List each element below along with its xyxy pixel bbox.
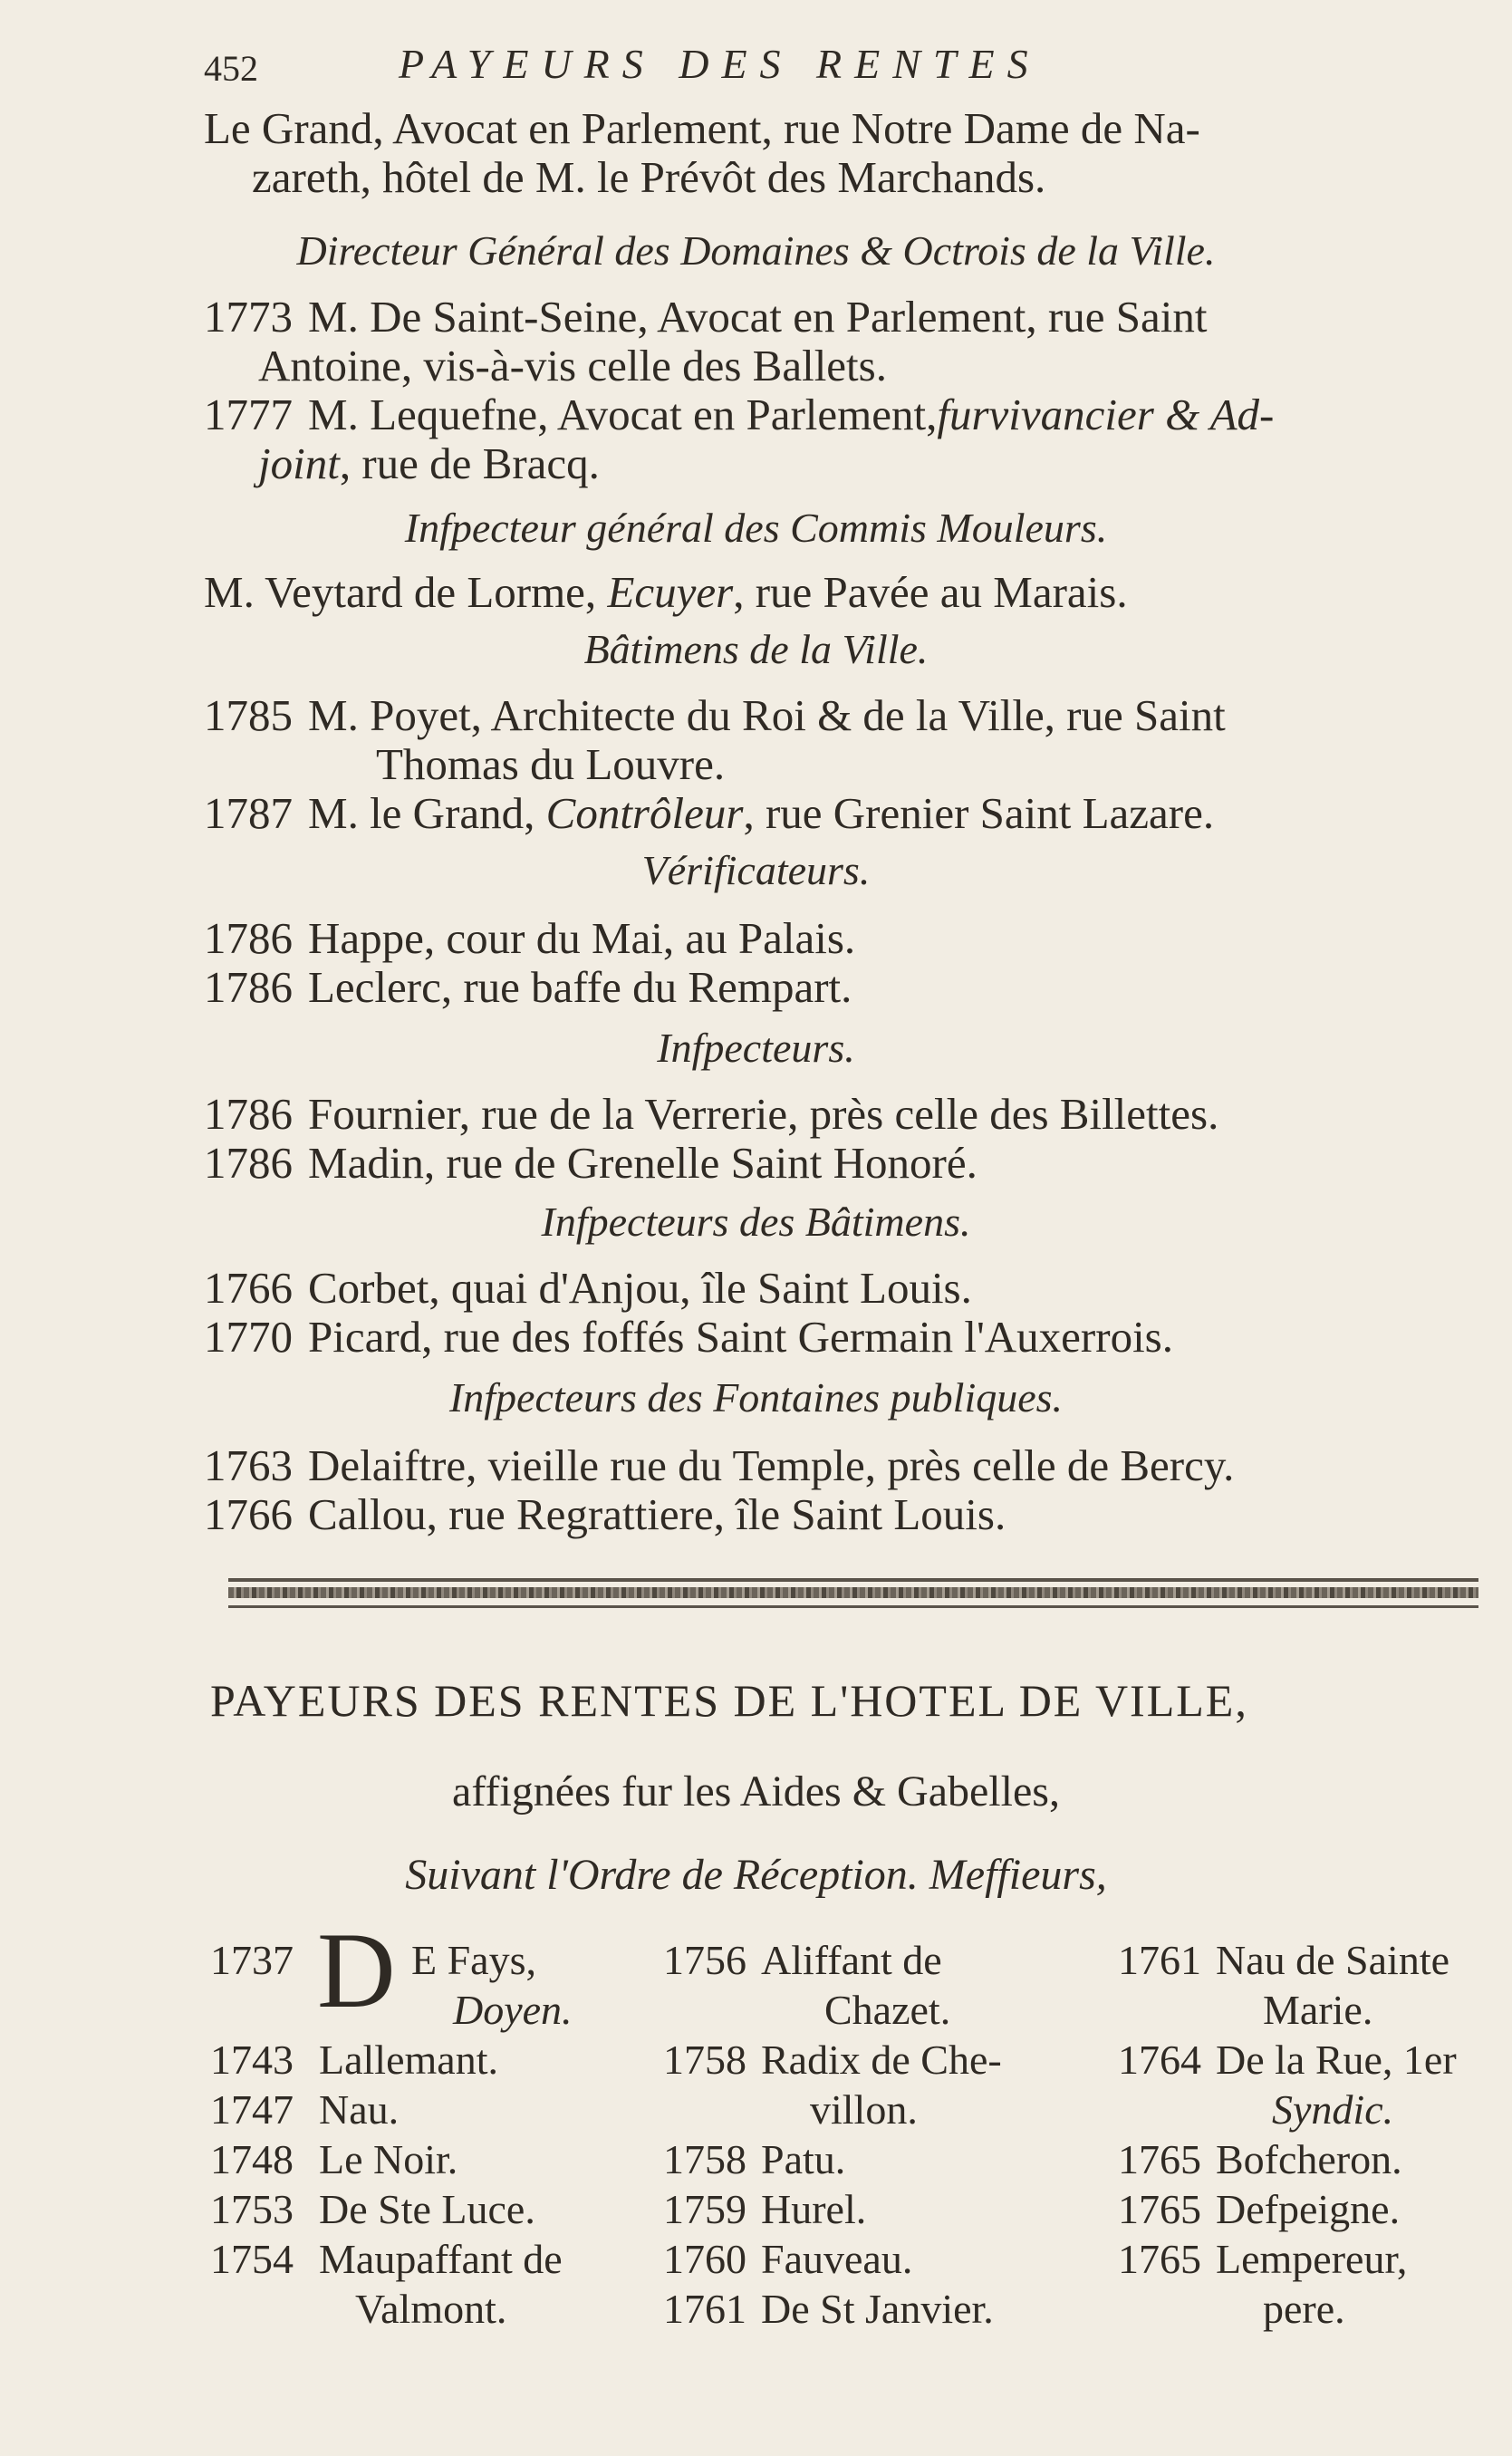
entry-poyet-line2: Thomas du Louvre. [376, 739, 726, 789]
list-item [663, 1935, 1098, 1985]
payeurs-column-3 [1118, 1935, 1498, 2334]
entry-name: De St Janvier. [761, 2286, 994, 2332]
entry-text: Picard, rue des foffés Saint Germain l'Auxerrois. [308, 1312, 1173, 1362]
entry-text: M. De Saint-Seine, Avocat en Parlement, rue Saint [308, 292, 1208, 342]
entry-veytard [204, 567, 1128, 618]
entry-name: Maupaffant de [319, 2236, 563, 2282]
entry-text: , rue de Bracq. [339, 438, 600, 488]
list-item [210, 2234, 609, 2284]
entry-year: 1785 [204, 690, 293, 740]
entry-year: 1753 [210, 2186, 294, 2232]
entry-year: 1777 [204, 390, 293, 439]
entry-text: M. le Grand, [308, 788, 535, 838]
list-item [1118, 1985, 1498, 2035]
payeurs-order: Suivant l'Ordre de Réception. Meffieurs, [405, 1851, 1107, 1899]
list-item [1118, 1935, 1498, 1985]
list-item [210, 2284, 609, 2334]
entry-corbet [204, 1263, 972, 1314]
entry-year: 1754 [210, 2236, 294, 2282]
entry-name: Valmont. [355, 2286, 507, 2332]
entry-le-grand-controleur [204, 788, 1214, 839]
entry-text: Madin, rue de Grenelle Saint Honoré. [308, 1138, 978, 1188]
entry-year: 1759 [663, 2186, 746, 2232]
list-item [210, 1935, 609, 1985]
entry-text: M. Veytard de Lorme, [204, 567, 597, 617]
list-item [1118, 2085, 1498, 2134]
entry-name: Lempereur, [1216, 2236, 1408, 2282]
entry-saint-seine-line2: Antoine, vis-à-vis celle des Ballets. [258, 341, 887, 390]
entry-madin [204, 1138, 978, 1189]
payeurs-column-2 [663, 1935, 1098, 2334]
entry-text: Delaiftre, vieille rue du Temple, près celle de Bercy. [308, 1440, 1235, 1490]
section-heading-directeur: Directeur Général des Domaines & Octrois de la Ville. [296, 227, 1216, 274]
entry-name: Marie. [1263, 1987, 1373, 2033]
payeurs-title: PAYEURS DES RENTES DE L'HOTEL DE VILLE, [210, 1675, 1248, 1726]
entry-name: Chazet. [824, 1987, 951, 2033]
list-item [210, 2184, 609, 2234]
entry-lequefne-line2 [258, 438, 600, 489]
list-item [663, 2134, 1098, 2184]
section-heading-fontaines: Infpecteurs des Fontaines publiques. [448, 1374, 1064, 1421]
entry-text: Happe, cour du Mai, au Palais. [308, 913, 856, 963]
list-item [1118, 2134, 1498, 2184]
list-item [210, 2085, 609, 2134]
list-item [663, 2085, 1098, 2134]
entry-year: 1765 [1118, 2236, 1201, 2282]
list-item [210, 1985, 609, 2035]
payeurs-column-1 [210, 1935, 609, 2334]
section-heading-verificateurs: Vérificateurs. [641, 847, 871, 893]
entry-name: Bofcheron. [1216, 2136, 1402, 2182]
list-item [1118, 2184, 1498, 2234]
ornamental-rule-top [228, 1578, 1478, 1582]
entry-year: 1766 [204, 1489, 293, 1539]
list-item [663, 2284, 1098, 2334]
list-item [663, 2184, 1098, 2234]
running-title: PAYEURS DES RENTES [399, 41, 1041, 87]
entry-name: Fauveau. [761, 2236, 913, 2282]
entry-name: Aliffant de [761, 1937, 942, 1983]
entry-year: 1787 [204, 788, 293, 838]
entry-text: M. Poyet, Architecte du Roi & de la Ville, rue Saint [308, 690, 1226, 740]
list-item [1118, 2035, 1498, 2085]
payeurs-subtitle: affignées fur les Aides & Gabelles, [452, 1767, 1060, 1816]
entry-legrand-line2: zareth, hôtel de M. le Prévôt des Marchands. [252, 152, 1046, 202]
entry-title-italic: Contrôleur [545, 788, 744, 838]
list-item [1118, 2284, 1498, 2334]
entry-callou [204, 1489, 1006, 1540]
entry-name: Syndic. [1272, 2086, 1394, 2133]
entry-year: 1786 [204, 913, 293, 963]
section-heading-inspecteur-general: Infpecteur général des Commis Mouleurs. [404, 505, 1108, 551]
ornamental-rule-bottom [228, 1605, 1478, 1608]
entry-leclerc [204, 962, 852, 1013]
entry-name: villon. [810, 2086, 918, 2133]
entry-year: 1761 [1118, 1937, 1201, 1983]
list-item [1118, 2234, 1498, 2284]
entry-saint-seine [204, 292, 1207, 342]
entry-poyet [204, 690, 1226, 741]
entry-name: Defpeigne. [1216, 2186, 1401, 2232]
entry-name: pere. [1263, 2286, 1345, 2332]
entry-lequefne [204, 390, 1274, 440]
entry-year: 1748 [210, 2136, 294, 2182]
entry-text: , rue Pavée au Marais. [733, 567, 1128, 617]
section-heading-batimens: Bâtimens de la Ville. [583, 626, 929, 672]
entry-name: Patu. [761, 2136, 846, 2182]
entry-name: Le Noir. [319, 2136, 458, 2182]
entry-year: 1763 [204, 1440, 293, 1490]
entry-year: 1743 [210, 2037, 294, 2083]
entry-delaiftre [204, 1440, 1234, 1491]
entry-year: 1747 [210, 2086, 294, 2133]
entry-year: 1765 [1118, 2186, 1201, 2232]
entry-year: 1765 [1118, 2136, 1201, 2182]
ornamental-rule-band [228, 1587, 1478, 1598]
entry-name: Hurel. [761, 2186, 867, 2232]
entry-text: , rue Grenier Saint Lazare. [743, 788, 1215, 838]
entry-text: Callou, rue Regrattiere, île Saint Louis. [308, 1489, 1006, 1539]
list-item [210, 2035, 609, 2085]
section-heading-inspecteurs-batimens: Infpecteurs des Bâtimens. [541, 1199, 971, 1245]
entry-title-italic: Ecuyer [607, 567, 734, 617]
entry-year: 1737 [210, 1937, 294, 1983]
entry-name: Lallemant. [319, 2037, 498, 2083]
entry-year: 1758 [663, 2136, 746, 2182]
entry-year: 1760 [663, 2236, 746, 2282]
entry-name: E Fays, [411, 1937, 536, 1983]
entry-year: 1786 [204, 962, 293, 1012]
page-number: 452 [204, 48, 258, 89]
entry-text: Leclerc, rue baffe du Rempart. [308, 962, 852, 1012]
entry-legrand-line1: Le Grand, Avocat en Parlement, rue Notre Dame de Na- [204, 103, 1200, 153]
entry-name: Radix de Che- [761, 2037, 1002, 2083]
entry-picard [204, 1312, 1173, 1363]
entry-year: 1770 [204, 1312, 293, 1362]
entry-name: Nau de Sainte [1216, 1937, 1450, 1983]
entry-year: 1764 [1118, 2037, 1201, 2083]
entry-year: 1756 [663, 1937, 746, 1983]
entry-year: 1786 [204, 1138, 293, 1188]
list-item [663, 1985, 1098, 2035]
list-item [663, 2035, 1098, 2085]
entry-text: Corbet, quai d'Anjou, île Saint Louis. [308, 1263, 972, 1313]
entry-title-italic: joint [258, 438, 340, 488]
entry-year: 1766 [204, 1263, 293, 1313]
entry-name: Doyen. [453, 1987, 573, 2033]
entry-text: Fournier, rue de la Verrerie, près celle des Billettes. [308, 1089, 1219, 1139]
entry-text: M. Lequefne, Avocat en Parlement, [308, 390, 938, 439]
list-item [663, 2234, 1098, 2284]
section-heading-inspecteurs: Infpecteurs. [657, 1025, 855, 1071]
entry-name: De Ste Luce. [319, 2186, 535, 2232]
entry-name: De la Rue, 1er [1216, 2037, 1457, 2083]
drop-cap-letter: D [317, 1910, 396, 2030]
entry-fournier [204, 1089, 1218, 1140]
list-item [210, 2134, 609, 2184]
entry-happe [204, 913, 855, 964]
entry-name: Nau. [319, 2086, 400, 2133]
entry-year: 1786 [204, 1089, 293, 1139]
entry-year: 1773 [204, 292, 293, 342]
entry-year: 1758 [663, 2037, 746, 2083]
entry-year: 1761 [663, 2286, 746, 2332]
entry-title-italic: furvivancier & Ad- [937, 390, 1275, 439]
